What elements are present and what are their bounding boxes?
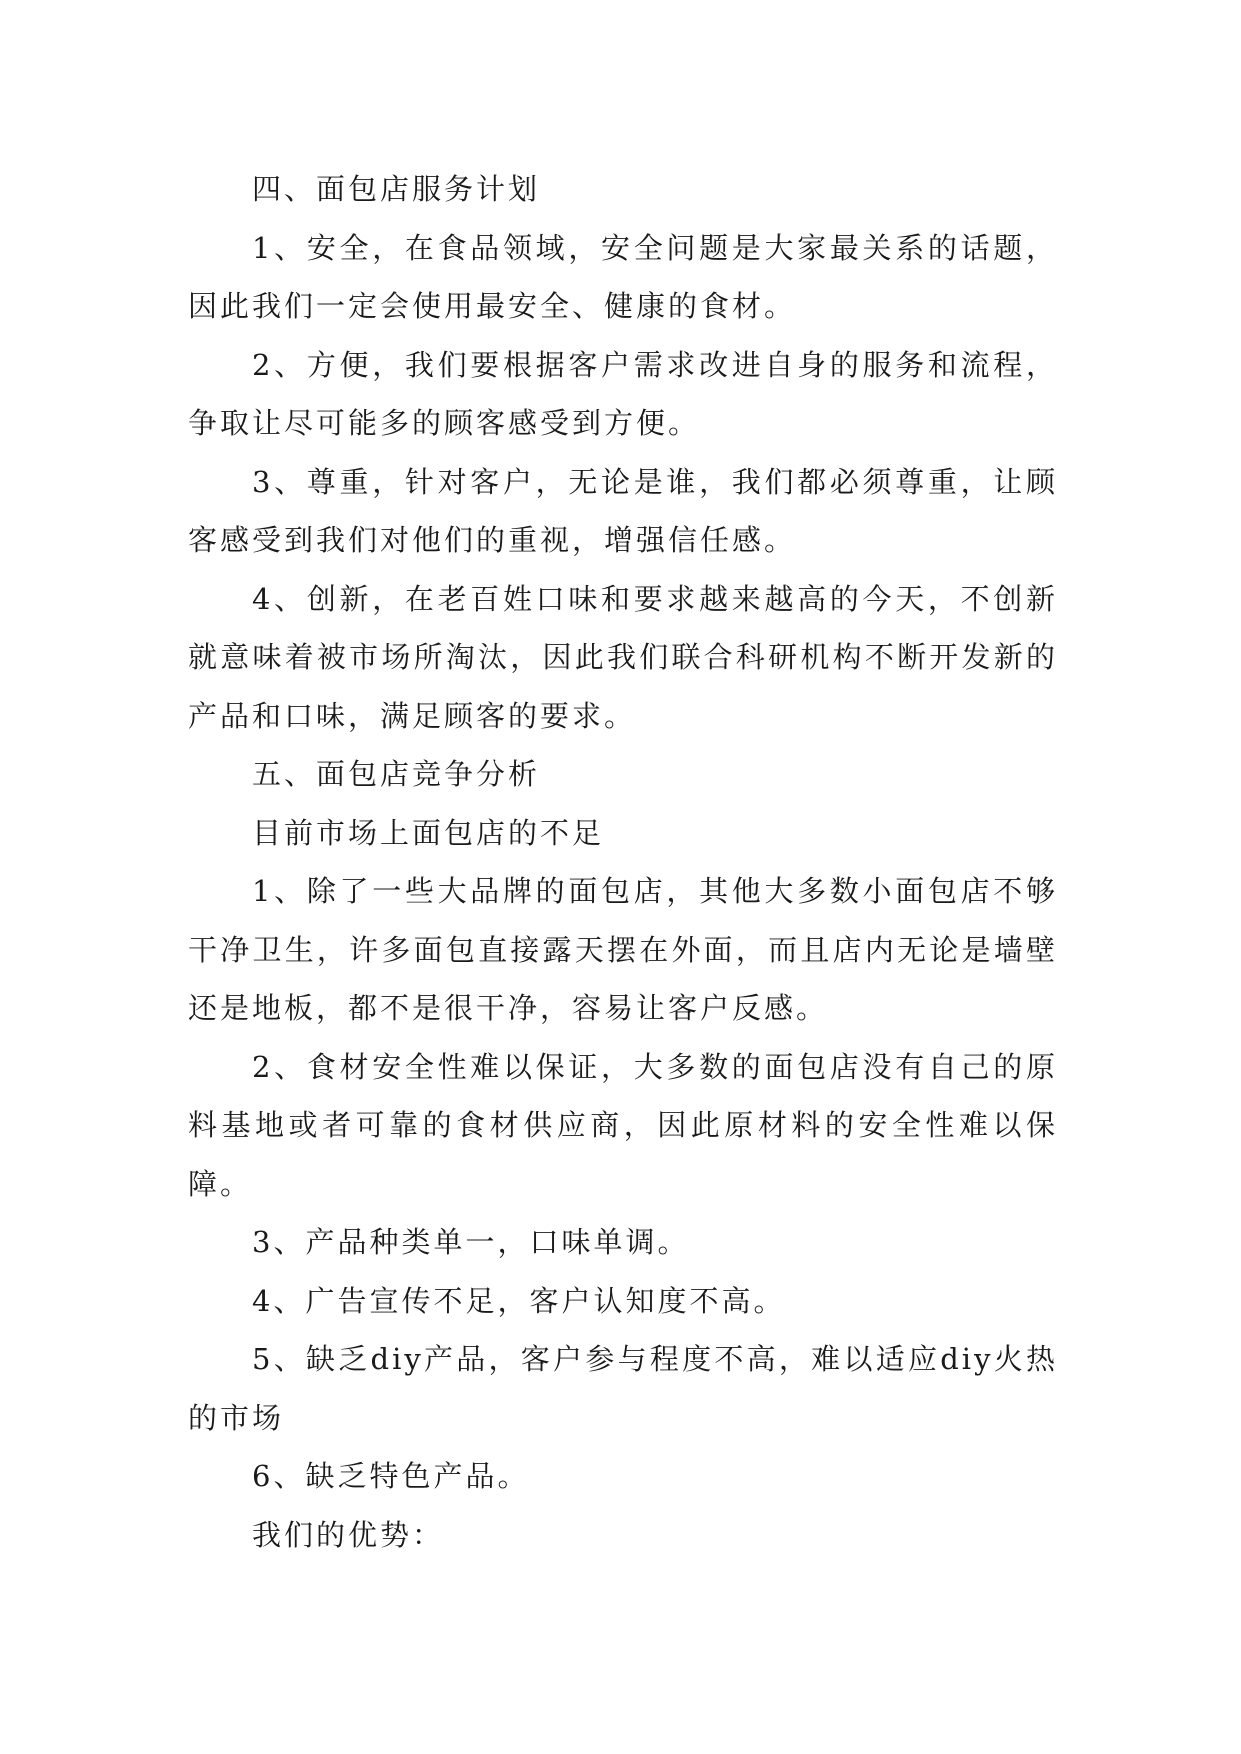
paragraph-respect: 3、尊重，针对客户，无论是谁，我们都必须尊重，让顾客感受到我们对他们的重视，增强信任感。 [188, 464, 1058, 557]
section-heading-service-plan: 四、面包店服务计划 [252, 172, 541, 206]
subheading-market-shortcomings: 目前市场上面包店的不足 [252, 815, 605, 850]
paragraph-advertising: 4、广告宣传不足，客户认知度不高。 [252, 1283, 786, 1318]
document-body [188, 160, 1058, 1564]
section-heading-competition: 五、面包店竞争分析 [252, 757, 541, 791]
subheading-our-advantages: 我们的优势： [252, 1517, 445, 1552]
paragraph-specialty: 6、缺乏特色产品。 [252, 1459, 530, 1493]
paragraph-hygiene: 1、除了一些大品牌的面包店，其他大多数小面包店不够干净卫生，许多面包直接露天摆在外面，而且店内无论是墙壁还是地板，都不是很干净，容易让客户反感。 [188, 874, 1058, 1025]
paragraph-innovation: 4、创新，在老百姓口味和要求越来越高的今天，不创新就意味着被市场所淘汰，因此我们联合科研机构不断开发新的产品和口味，满足顾客的要求。 [188, 581, 1058, 733]
paragraph-product-variety: 3、产品种类单一，口味单调。 [252, 1225, 690, 1259]
paragraph-diy: 5、缺乏diy产品，客户参与程度不高，难以适应diy火热的市场 [188, 1342, 1058, 1435]
paragraph-safety: 1、安全，在食品领域，安全问题是大家最关系的话题，因此我们一定会使用最安全、健康的食材。 [188, 230, 1058, 323]
paragraph-ingredient-safety: 2、食材安全性难以保证，大多数的面包店没有自己的原料基地或者可靠的食材供应商，因此原材料的安全性难以保障。 [188, 1049, 1058, 1201]
paragraph-convenience: 2、方便，我们要根据客户需求改进自身的服务和流程，争取让尽可能多的顾客感受到方便。 [188, 347, 1058, 440]
